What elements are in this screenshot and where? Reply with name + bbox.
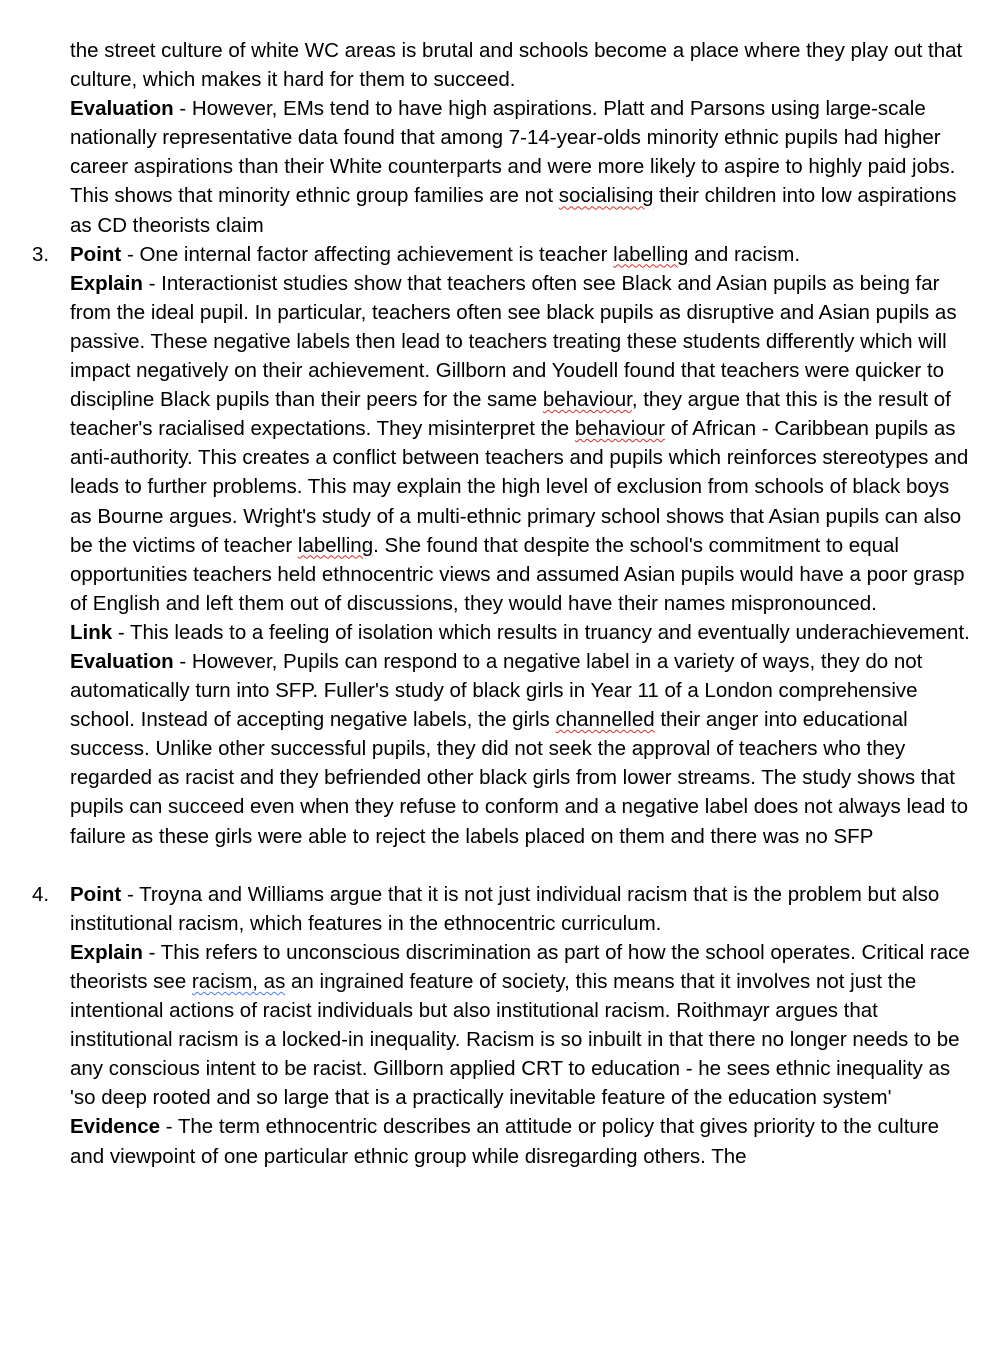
document-page bbox=[32, 36, 970, 1171]
intro-paragraph[interactable]: the street culture of white WC areas is brutal and schools become a place where they play out that culture, which makes it hard for them to succeed. bbox=[70, 39, 963, 92]
blank-line bbox=[70, 851, 970, 880]
point-label: Point bbox=[70, 242, 122, 266]
evaluation-label: Evaluation bbox=[70, 649, 174, 673]
evaluation-label: Evaluation bbox=[70, 97, 174, 121]
list-item-3 bbox=[32, 240, 970, 851]
spelling-error-labelling[interactable]: labelling bbox=[613, 242, 689, 266]
point-paragraph[interactable]: Point - One internal factor affecting achievement is teacher labelling and racism. bbox=[70, 242, 801, 266]
spelling-error-socialising[interactable]: socialising bbox=[558, 184, 654, 208]
evidence-label: Evidence bbox=[70, 1115, 161, 1139]
explain-paragraph[interactable]: Explain - This refers to unconscious discrimination as part of how the school operates. Critical race theorists see racism, as an ingrained feature of society, this means that it involves not just the intentional actions of racist individuals but also institutional racism. Roithmayr argues that institutional racism is a locked-in inequality. Racism is so inbuilt in that there no longer needs to be any conscious intent to be racist. Gillborn applied CRT to education - he sees ethnic inequality as 'so deep rooted and so large that is a practically inevitable feature of the education system' bbox=[70, 940, 970, 1110]
evaluation-paragraph[interactable]: Evaluation - However, Pupils can respond to a negative label in a variety of ways, they do not automatically turn into SFP. Fuller's study of black girls in Year 11 of a London comprehensive school. Instead of accepting negative labels, the girls channelled their anger into educational success. Unlike other successful pupils, they did not seek the approval of teachers who they regarded as racist and they befriended other black girls from lower streams. The study shows that pupils can succeed even when they refuse to conform and a negative label does not always lead to failure as these girls were able to reject the labels placed on them and there was no SFP bbox=[70, 649, 969, 848]
spelling-error-channelled[interactable]: channelled bbox=[555, 708, 655, 732]
grammar-suggestion-racism-as[interactable]: racism, as bbox=[191, 970, 286, 993]
list-number: 3. bbox=[32, 242, 50, 266]
intro-evaluation-paragraph[interactable]: Evaluation - However, EMs tend to have high aspirations. Platt and Parsons using large-scale nationally representative data found that among 7-14-year-olds minority ethnic pupils had higher career aspirations than their White counterparts and were more likely to aspire to highly paid jobs. This shows that minority ethnic group families are not socialising their children into low aspirations as CD theorists claim bbox=[70, 97, 957, 237]
intro-section bbox=[70, 36, 970, 240]
point-label: Point bbox=[70, 882, 122, 906]
evidence-paragraph[interactable]: Evidence - The term ethnocentric describes an attitude or policy that gives priority to the culture and viewpoint of one particular ethnic group while disregarding others. The bbox=[70, 1115, 940, 1168]
explain-paragraph[interactable]: Explain - Interactionist studies show that teachers often see Black and Asian pupils as being far from the ideal pupil. In particular, teachers often see black pupils as disruptive and Asian pupils as passive. These negative labels then lead to teachers treating these students differently which will impact negatively on their achievement. Gillborn and Youdell found that teachers were quicker to discipline Black pupils than their peers for the same behaviour, they argue that this is the result of teacher's racialised expectations. They misinterpret the behaviour of African - Caribbean pupils as anti-authority. This creates a conflict between teachers and pupils which reinforces stereotypes and leads to further problems. This may explain the high level of exclusion from schools of black boys as Bourne argues. Wright's study of a multi-ethnic primary school shows that Asian pupils can also be the victims of teacher labelling. She found that despite the school's commitment to equal opportunities teachers held ethnocentric views and assumed Asian pupils would have a poor grasp of English and left them out of discussions, they would have their names mispronounced. bbox=[70, 271, 969, 615]
point-paragraph[interactable]: Point - Troyna and Williams argue that it is not just individual racism that is the problem but also institutional racism, which features in the ethnocentric curriculum. bbox=[70, 882, 940, 935]
link-label: Link bbox=[70, 620, 113, 644]
explain-label: Explain bbox=[70, 271, 143, 295]
spelling-error-labelling[interactable]: labelling bbox=[297, 533, 374, 557]
link-paragraph[interactable]: Link - This leads to a feeling of isolation which results in truancy and eventually underachievement. bbox=[70, 620, 970, 644]
spelling-error-behaviour[interactable]: behaviour bbox=[574, 417, 665, 441]
list-number: 4. bbox=[32, 882, 50, 906]
explain-label: Explain bbox=[70, 940, 143, 964]
list-item-4 bbox=[32, 880, 970, 1171]
spelling-error-behaviour[interactable]: behaviour bbox=[542, 388, 632, 412]
